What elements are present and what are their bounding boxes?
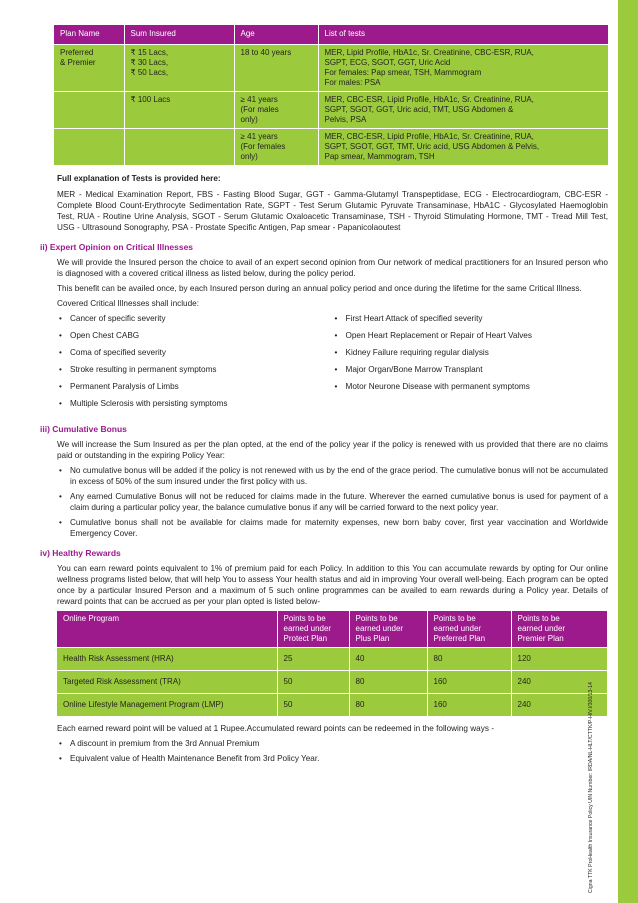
illness-list-right (333, 313, 609, 415)
cell-tests: MER, CBC-ESR, Lipid Profile, HbA1c, Sr. Creatinine, RUA, SGPT, SGOT, GGT, TMT, Uric acid, USG Abdomen & Pelvis, Pap smear, Mammogram, TSH (318, 128, 609, 165)
healthy-rewards-heading: iv) Healthy Rewards (40, 548, 121, 558)
cell-points: 160 (427, 671, 511, 694)
critical-illness-list (57, 313, 608, 415)
cell-points: 50 (277, 694, 349, 717)
cell-points: 80 (349, 694, 427, 717)
list-item: • Cancer of specific severity (57, 313, 333, 324)
table-row (54, 44, 609, 91)
cumulative-bonus-section (40, 439, 608, 539)
cell-points: 80 (349, 671, 427, 694)
cell-points: 25 (277, 648, 349, 671)
table-row (57, 671, 608, 694)
table-row (57, 694, 608, 717)
list-item: • Motor Neurone Disease with permanent symptoms (333, 381, 609, 392)
header-list-of-tests: List of tests (318, 25, 609, 44)
expert-opinion-heading: ii) Expert Opinion on Critical Illnesses (40, 242, 194, 252)
redeem-list (57, 738, 608, 764)
header-plan-name: Plan Name (54, 25, 124, 44)
rewards-table (57, 611, 608, 716)
header-plus-plan: Points to be earned under Plus Plan (349, 611, 427, 648)
explanation-text: MER - Medical Examination Report, FBS - Fasting Blood Sugar, GGT - Gamma-Glutamyl Transpeptidase, ECG - Electrocardiogram, CBC-ESR - Complete Blood Count-Erythrocyte Sedimentation Rate, SGPT - Test Serum Glutamic Pyruvate Transaminase, HbA1C - Glycosylated Haemoglobin Test, RUA - Routine Urine Analysis, SGOT - Serum Glutamic Oxaloacetic Transaminase, TSH - Thyroid Stimulating Hormone, TMT - Tread Mill Test, USG - Ultrasound Sonography, PSA - Prostate Specific Antigen, Pap smear - Papanicolaoutest (57, 190, 608, 232)
cell-plan (54, 128, 124, 165)
header-protect-plan: Points to be earned under Protect Plan (277, 611, 349, 648)
cell-sum: ₹ 15 Lacs, ₹ 30 Lacs, ₹ 50 Lacs, (124, 44, 234, 91)
cell-age: ≥ 41 years (For females only) (234, 128, 318, 165)
cell-points: 80 (427, 648, 511, 671)
paragraph: You can earn reward points equivalent to 1% of premium paid for each Policy. In addition to this You can accumulate rewards by opting for Our online wellness programs listed below, that will help You to assess Your health status and aid in improving Your overall well-being. Each program can be opted once by a particular Insured Person and a maximum of 5 such online programmes can be availed to earn rewards during a Policy year. Details of reward points that can be accrued as per your plan opted is listed below- (57, 564, 608, 606)
table-row (57, 648, 608, 671)
paragraph: This benefit can be availed once, by each Insured person during an annual policy period and once during the lifetime for the same Critical Illness. (57, 284, 582, 293)
paragraph: Covered Critical Illnesses shall include: (57, 299, 199, 308)
list-item: • Coma of specified severity (57, 347, 333, 358)
list-item: • Any earned Cumulative Bonus will not be reduced for claims made in the future. Wherever the earned cumulative bonus is used for payment of a claim during a particular policy year, the balance cumulative bonus if any will be carried forward to the next policy year. (57, 491, 608, 513)
cell-sum (124, 128, 234, 165)
document-body (40, 173, 608, 768)
list-item: • Major Organ/Bone Marrow Transplant (333, 364, 609, 375)
table-header-row (54, 25, 609, 44)
header-sum-insured: Sum Insured (124, 25, 234, 44)
list-item: • Stroke resulting in permanent symptoms (57, 364, 333, 375)
explanation-section (40, 173, 608, 233)
list-item: • First Heart Attack of specified severity (333, 313, 609, 324)
cell-points: 40 (349, 648, 427, 671)
cell-age: ≥ 41 years (For males only) (234, 91, 318, 128)
cell-tests: MER, Lipid Profile, HbA1c, Sr. Creatinine, CBC-ESR, RUA, SGPT, ECG, SGOT, GGT, Uric Acid For females: Pap smear, TSH, Mammogram For males: PSA (318, 44, 609, 91)
cell-plan (54, 91, 124, 128)
plan-tests-table (54, 25, 609, 165)
explanation-heading: Full explanation of Tests is provided here: (57, 174, 221, 183)
cell-tests: MER, CBC-ESR, Lipid Profile, HbA1c, Sr. Creatinine, RUA, SGPT, SGOT, GGT, Uric acid, TMT, USG Abdomen & Pelvis, PSA (318, 91, 609, 128)
list-item: • A discount in premium from the 3rd Annual Premium (57, 738, 608, 749)
list-item: • No cumulative bonus will be added if the policy is not renewed with us by the end of the grace period. The cumulative bonus will not be accumulated in excess of 50% of the sum insured under the first policy with us. (57, 465, 608, 487)
healthy-rewards-section (40, 563, 608, 764)
header-preferred-plan: Points to be earned under Preferred Plan (427, 611, 511, 648)
cell-points: 120 (511, 648, 608, 671)
cell-points: 160 (427, 694, 511, 717)
list-item: • Cumulative bonus shall not be available for claims made for maternity expenses, new born baby cover, first year vaccination and Worldwide Emergency Cover. (57, 517, 608, 539)
header-online-program: Online Program (57, 611, 277, 648)
cell-program: Online Lifestyle Management Program (LMP) (57, 694, 277, 717)
cell-points: 50 (277, 671, 349, 694)
paragraph: We will increase the Sum Insured as per the plan opted, at the end of the policy year if the policy is renewed with us provided that there are no claims paid or outstanding in the expiring Policy Year: (57, 440, 608, 460)
cell-plan: Preferred & Premier (54, 44, 124, 91)
expert-opinion-section (40, 257, 608, 415)
header-premier-plan: Points to be earned under Premier Plan (511, 611, 608, 648)
list-item: • Open Heart Replacement or Repair of Heart Valves (333, 330, 609, 341)
green-side-bar (618, 0, 638, 903)
list-item: • Permanent Paralysis of Limbs (57, 381, 333, 392)
list-item: • Equivalent value of Health Maintenance Benefit from 3rd Policy Year. (57, 753, 608, 764)
cumulative-bonus-heading: iii) Cumulative Bonus (40, 424, 127, 434)
list-item: • Multiple Sclerosis with persisting symptoms (57, 398, 333, 409)
cell-points: 240 (511, 671, 608, 694)
policy-uin-vertical-text: Cigna TTK ProHealth Insurance Policy UIN Number: IRDA/NL-HLT/CTTK/P-H/V.I/300/13-14 (588, 682, 594, 893)
table-row (54, 128, 609, 165)
illness-list-left (57, 313, 333, 415)
cell-sum: ₹ 100 Lacs (124, 91, 234, 128)
header-age: Age (234, 25, 318, 44)
list-item: • Open Chest CABG (57, 330, 333, 341)
cumulative-bonus-list (57, 465, 608, 539)
table-header-row (57, 611, 608, 648)
table-row (54, 91, 609, 128)
paragraph: We will provide the Insured person the choice to avail of an expert second opinion from Our network of medical practitioners for an Insured person who is diagnosed with a covered critical illness as listed below, during the policy period. (57, 258, 608, 278)
cell-age: 18 to 40 years (234, 44, 318, 91)
paragraph: Each earned reward point will be valued at 1 Rupee.Accumulated reward points can be redeemed in the following ways - (57, 724, 494, 733)
list-item: • Kidney Failure requiring regular dialysis (333, 347, 609, 358)
cell-points: 240 (511, 694, 608, 717)
cell-program: Health Risk Assessment (HRA) (57, 648, 277, 671)
cell-program: Targeted Risk Assessment (TRA) (57, 671, 277, 694)
